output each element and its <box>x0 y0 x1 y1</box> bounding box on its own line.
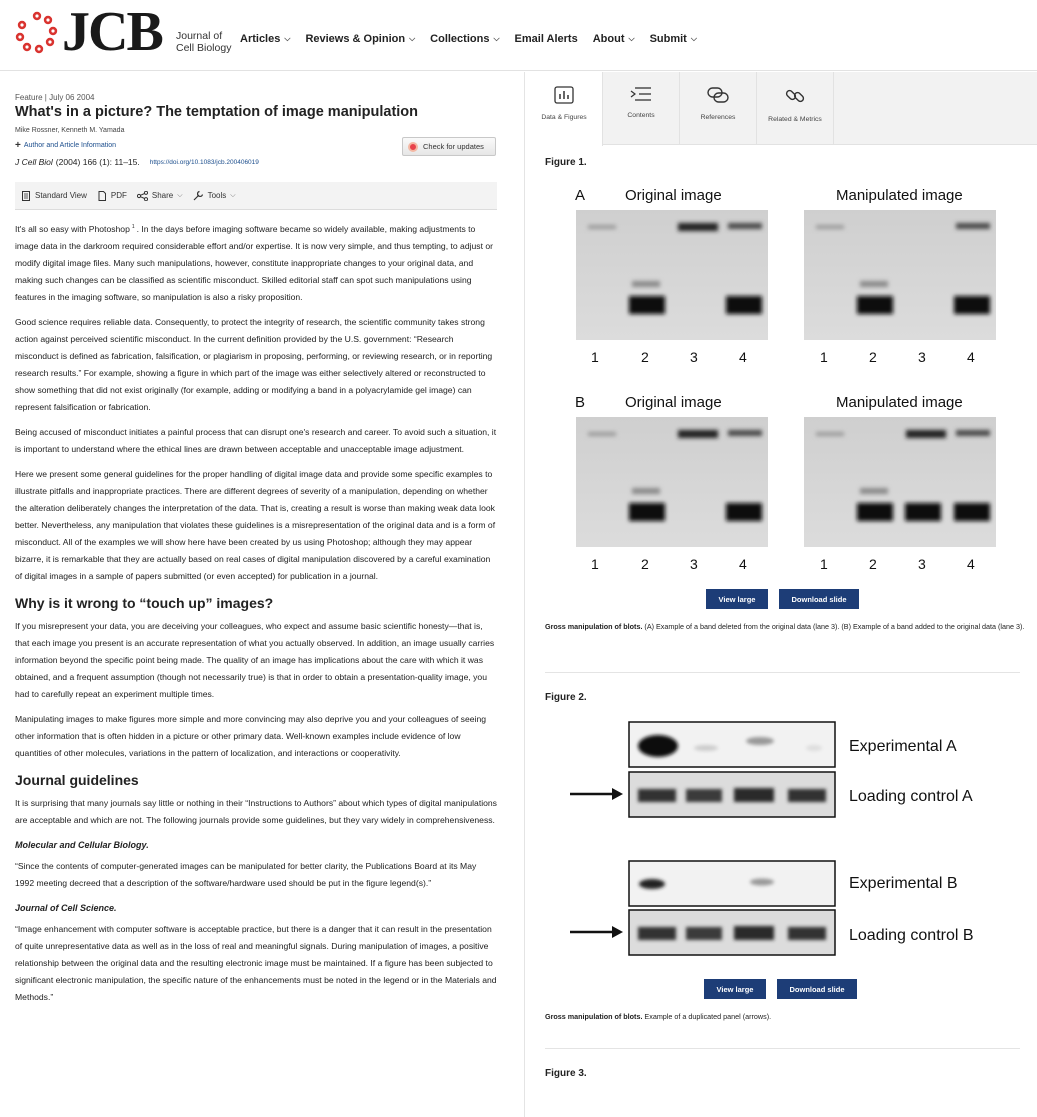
panel-a-lane-labels <box>591 349 975 365</box>
nav-label: Email Alerts <box>514 33 578 45</box>
tab-data-figures[interactable] <box>526 72 603 146</box>
lane-label: 2 <box>869 556 877 572</box>
arrow-right-icon <box>612 926 623 938</box>
paragraph: Good science requires reliable data. Consequently, to protect the integrity of research, the scientific community takes strong action against perceived scientific misconduct. In the current definition provided by the U.S. government: “Research misconduct is defined as fabrication, falsification, or plagiarism in proposing, performing, or reviewing research, or in reporting research results.” For example, showing a figure in which part of the image was either selectively altered or reconstructed to show something that did not exist originally (for example, adding or modifying a band in a polyacrylamide gel image) can represent falsification or fabrication. <box>15 316 493 412</box>
view-large-button[interactable]: View large <box>704 979 766 999</box>
figure2-label: Figure 2. <box>545 692 587 703</box>
pdf-label: PDF <box>110 191 127 200</box>
panel-b-manipulated-title: Manipulated image <box>836 394 963 411</box>
lane-label: 1 <box>820 556 828 572</box>
divider <box>545 672 1020 673</box>
article-authors: Mike Rossner, Kenneth M. Yamada <box>15 127 125 134</box>
paragraph: It is surprising that many journals say little or nothing in their “Instructions to Authors” about which types of digital manipulations are acceptable and which are not. The following journals provide some guidelines, but they vary widely in comprehensiveness. <box>15 797 497 825</box>
chevron-down-icon: ⌵ <box>628 34 635 43</box>
panel-b-letter: B <box>575 394 586 411</box>
citation <box>15 157 259 167</box>
nav-reviews-opinion[interactable] <box>305 33 415 45</box>
figure1-label: Figure 1. <box>545 157 587 168</box>
article-body <box>15 219 497 1014</box>
citation-details: (2004) 166 (1): 11–15. <box>55 157 140 167</box>
nav-articles[interactable] <box>240 33 290 45</box>
figure2-image[interactable] <box>566 716 1006 961</box>
chevron-down-icon: ⌵ <box>690 34 697 43</box>
section-heading: Why is it wrong to “touch up” images? <box>15 594 274 611</box>
divider <box>545 1048 1020 1049</box>
chevron-down-icon: ⌵ <box>230 191 236 199</box>
nav-label: About <box>592 33 625 45</box>
lane-label: 4 <box>967 349 975 365</box>
link-icon <box>785 86 805 106</box>
journal-name <box>176 30 236 54</box>
nav-label: Submit <box>649 33 687 45</box>
panel-a-original-title: Original image <box>625 187 722 204</box>
tab-related-metrics[interactable] <box>757 72 834 145</box>
download-slide-button[interactable]: Download slide <box>777 979 857 999</box>
nav-about[interactable] <box>593 33 635 45</box>
plus-icon: + <box>15 140 21 151</box>
lane-label: 2 <box>641 556 649 572</box>
tools-label: Tools <box>207 191 227 200</box>
view-large-button[interactable]: View large <box>706 589 768 609</box>
author-info-label: Author and Article Information <box>23 142 117 149</box>
chevron-down-icon: ⌵ <box>284 34 291 43</box>
paragraph: “Since the contents of computer-generated images can be manipulated for better clarity, the Publications Board at its May 1992 meeting decreed that a description of the software/hardware used should be put in the figure legend(s).” <box>15 860 477 888</box>
share-button[interactable] <box>137 191 183 201</box>
lane-label: 3 <box>690 349 698 365</box>
panel-b-original-title: Original image <box>625 394 722 411</box>
gel-a-original <box>576 210 768 340</box>
lane-label: 1 <box>591 556 599 572</box>
check-updates-icon <box>408 142 418 152</box>
figure1-image[interactable] <box>566 182 1006 572</box>
nav-email-alerts[interactable] <box>515 33 578 45</box>
panel-a-letter: A <box>575 187 586 204</box>
lane-label: 4 <box>967 556 975 572</box>
figure1-actions <box>706 589 870 609</box>
pdf-button[interactable] <box>97 191 127 201</box>
paragraph-rest: . In the days before imaging software became so widely available, making adjustments to image data in the darkroom required considerable effort and/or expertise. It is now very simple, and thus tempting, to adjust or modify digital image files. Many such manipulations, however, constitute inappropriate changes to your original data, and making such changes can be classified as scientific misconduct. Skilled editorial staff can spot such manipulations using features in the imaging software, so manipulation is also a risky proposition. <box>15 223 494 302</box>
caption-bold: Gross manipulation of blots. <box>545 622 643 631</box>
loading-control-b-label: Loading control B <box>849 927 974 944</box>
panel-a-manipulated-title: Manipulated image <box>836 187 963 204</box>
paragraph-start: It's all so easy with Photoshop <box>15 223 130 234</box>
journal-name-line2: Cell Biology <box>176 42 232 54</box>
paragraph: Manipulating images to make figures more simple and more convincing may also deprive you and your colleagues of seeing other information that is often hidden in a picture or other primary data. Well-known examples include evidence of low quantities of other molecules, variations in the pattern of localization, and interactions or cooperativity. <box>15 713 486 758</box>
tab-references[interactable] <box>680 72 757 145</box>
subsection-heading: Journal of Cell Science. <box>15 902 117 913</box>
figures-panel <box>526 72 1037 1117</box>
figure3-label: Figure 3. <box>545 1068 587 1079</box>
standard-view-button[interactable] <box>21 191 87 201</box>
nav-submit[interactable] <box>650 33 697 45</box>
nav-collections[interactable] <box>430 33 499 45</box>
article-meta: Feature | July 06 2004 <box>15 93 95 102</box>
gel-a-manipulated <box>804 210 996 340</box>
document-icon <box>21 191 31 201</box>
tab-contents[interactable] <box>603 72 680 145</box>
article-title: What's in a picture? The temptation of image manipulation <box>15 104 419 120</box>
main-nav <box>240 33 712 45</box>
loading-control-a-label: Loading control A <box>849 788 973 805</box>
download-slide-button[interactable]: Download slide <box>779 589 859 609</box>
article-column <box>0 72 525 1117</box>
caption-text: (A) Example of a band deleted from the original data (lane 3). (B) Example of a band added to the original data (lane 3). <box>642 622 1025 631</box>
lane-label: 3 <box>918 556 926 572</box>
site-header <box>0 0 1037 71</box>
gel-b-original <box>576 417 768 547</box>
article-toolbar <box>15 182 497 210</box>
lane-label: 4 <box>739 349 747 365</box>
arrow-right-icon <box>612 788 623 800</box>
tab-label: Contents <box>627 112 655 119</box>
lane-label: 1 <box>591 349 599 365</box>
paragraph: “Image enhancement with computer software is acceptable practice, but there is a danger that it can result in the presentation of quite unrepresentative data as well as in the loss of real and meaningful signals. During manipulation of images, a positive relationship between the original data and the resulting electronic image must be maintained. If a figure has been subjected to significant electronic manipulation, the specific nature of the enhancements must be noted in the legend or in the Materials and Methods.” <box>15 923 497 1002</box>
nav-label: Articles <box>240 33 281 45</box>
section-heading: Journal guidelines <box>15 771 139 788</box>
figure1-caption <box>545 620 1025 633</box>
chevron-down-icon: ⌵ <box>177 191 183 199</box>
chevron-down-icon: ⌵ <box>409 34 416 43</box>
list-icon <box>630 86 652 102</box>
paragraph: Here we present some general guidelines for the proper handling of digital image data and provide some specific examples to illustrate pitfalls and inappropriate practices. There are different degrees of severity of a manipulation, depending on whether the alteration deliberately changes the interpretation of the data. That is, creating a result is worse than making weak data look better. Nevertheless, any manipulation that violates these guidelines is a misrepresentation of the original data and is a form of misconduct. All of the examples we will show here have been created by us using Photoshop; although they may appear bizarre, it is remarkable that they are actually based on real cases of digital manipulation discovered by a careful examination of digital images in a sample of papers submitted (or even accepted) for publication in a journal. <box>15 468 496 581</box>
check-for-updates-button[interactable] <box>402 137 496 156</box>
bar-chart-icon <box>554 86 574 104</box>
panel-b-lane-labels <box>591 556 975 572</box>
lane-label: 4 <box>739 556 747 572</box>
lane-label: 2 <box>641 349 649 365</box>
logo-mark-icon <box>14 10 60 56</box>
tab-label: References <box>700 114 736 121</box>
references-icon <box>707 86 729 104</box>
logo-text: JCB <box>62 1 162 63</box>
tools-button[interactable] <box>193 190 236 201</box>
citation-journal: J Cell Biol <box>15 157 53 167</box>
gel-b-manipulated <box>804 417 996 547</box>
standard-view-label: Standard View <box>35 191 87 200</box>
tab-label: Data & Figures <box>541 114 587 121</box>
footnote-ref[interactable]: 1 <box>131 224 135 230</box>
subsection-heading: Molecular and Cellular Biology. <box>15 839 149 850</box>
experimental-b-label: Experimental B <box>849 875 958 892</box>
jcb-logo[interactable] <box>14 1 234 66</box>
panel-tabs <box>526 72 1037 145</box>
caption-bold: Gross manipulation of blots. <box>545 1012 643 1021</box>
lane-label: 3 <box>690 556 698 572</box>
figure2-actions <box>704 979 868 999</box>
lane-label: 3 <box>918 349 926 365</box>
check-updates-label: Check for updates <box>423 142 484 151</box>
paragraph: Being accused of misconduct initiates a painful process that can disrupt one's research and career. To avoid such a situation, it is important to understand where the ethical lines are drawn between acceptable and unacceptable image adjustment. <box>15 426 497 454</box>
experimental-a-label: Experimental A <box>849 738 957 755</box>
figure2-caption <box>545 1010 1025 1023</box>
chevron-down-icon: ⌵ <box>493 34 500 43</box>
journal-name-line1: Journal of <box>176 30 223 42</box>
nav-label: Collections <box>430 33 490 45</box>
author-info-link[interactable] <box>15 140 116 151</box>
pdf-icon <box>97 191 107 201</box>
share-icon <box>137 191 148 201</box>
paragraph <box>15 219 497 306</box>
lane-label: 2 <box>869 349 877 365</box>
paragraph: If you misrepresent your data, you are deceiving your colleagues, who expect and assume basic scientific honesty—that is, that each image you present is an accurate representation of what you actually observed. In addition, an image usually carries information beyond the specific point being made. The quality of an image has implications about the care with which it was obtained, and a frequent assumption (though not necessarily true) is that in order to obtain a presentation-quality image, you had to carefully repeat an experiment multiple times. <box>15 620 495 699</box>
wrench-icon <box>193 190 204 201</box>
nav-label: Reviews & Opinion <box>305 33 406 45</box>
doi-link[interactable]: https://doi.org/10.1083/jcb.200406019 <box>149 158 259 166</box>
caption-text: Example of a duplicated panel (arrows). <box>642 1012 772 1021</box>
share-label: Share <box>151 191 174 200</box>
lane-label: 1 <box>820 349 828 365</box>
tab-label: Related & Metrics <box>768 116 822 123</box>
